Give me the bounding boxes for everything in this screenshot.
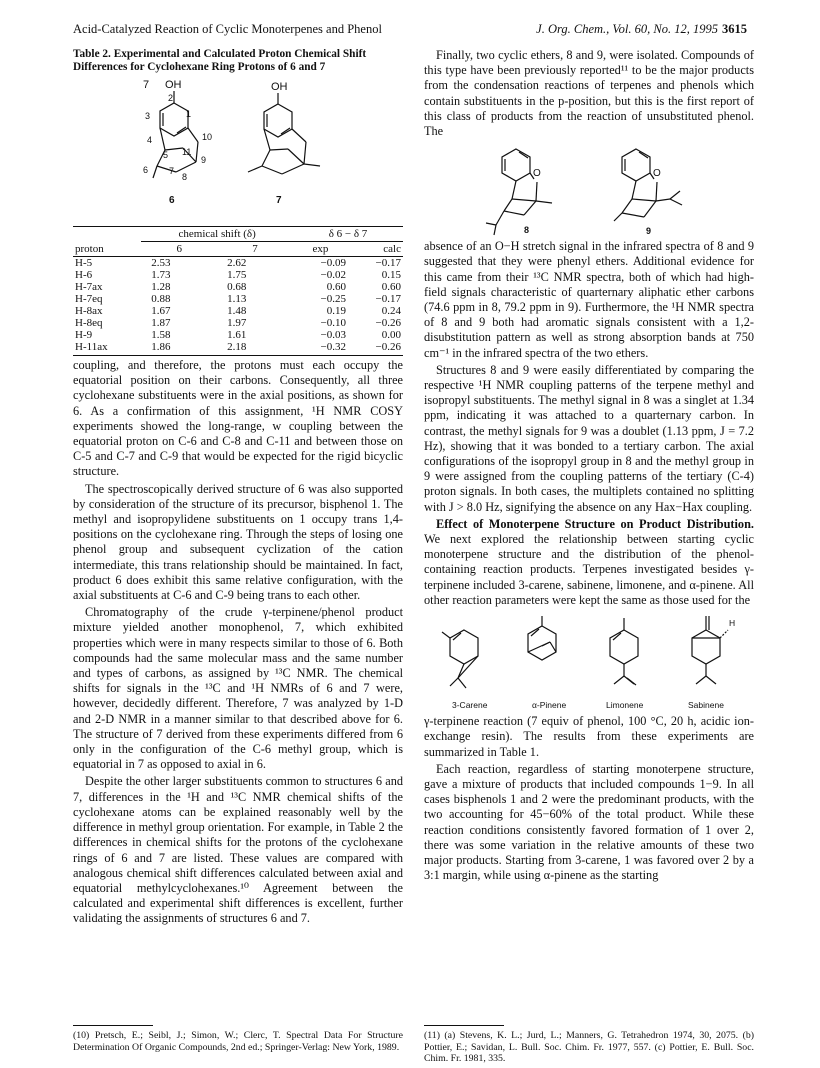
running-title: Acid-Catalyzed Reaction of Cyclic Monoterpenes and Phenol — [73, 22, 382, 36]
paragraph: Despite the other larger substituents common to structures 6 and 7, differences in the ¹H and ¹³C NMR chemical shifts of the cyclohexane atoms can be explained reasonably well by the difference in methyl group orientation. For example, in Table 2 the differences in chemical shifts for the protons of the cyclohexane rings of 6 and 7 are listed. These values are compared with analogous chemical shift differences calculated between axial and equatorial methylcyclohexanes.¹⁰ Agreement between the calculated and experimental shift differences is excellent, further validating the assignments of structures 6 and 7. — [73, 774, 403, 926]
value-cell: −0.10 — [320, 317, 346, 329]
pinene-bridge-b — [550, 642, 556, 652]
methyl-9 — [614, 213, 622, 221]
table-body — [73, 257, 403, 356]
structure-3-carene — [442, 630, 488, 710]
col-header-calc: calc — [348, 242, 403, 257]
proton-cell: H-11ax — [73, 341, 141, 356]
value-cell: 0.60 — [381, 281, 401, 293]
label-c10: 10 — [202, 132, 213, 142]
bond-8-e — [504, 211, 524, 215]
isopropyl-8-b — [494, 225, 496, 235]
value-cell: 2.53 — [151, 257, 171, 269]
label-c6: 6 — [143, 165, 149, 175]
value-cell: 2.18 — [217, 341, 293, 356]
table-row — [73, 305, 403, 317]
bond-9-b — [656, 182, 657, 201]
value-cell: 0.00 — [381, 329, 401, 341]
group-header-diff: δ 6 − δ 7 — [293, 227, 403, 242]
section-text: We next explored the relationship between starting cyclic monoterpene structure and the distribution of the phenol-containing reaction products. Terpenes investigated besides γ-terpinene included 3-carene, sabinene, limonene, and α-pinene. All other reaction parameters were kept the same as those used for the — [424, 532, 754, 607]
limonene-isopropenyl-double — [627, 678, 636, 685]
value-cell: 2.62 — [227, 257, 247, 269]
value-cell: −0.17 — [375, 257, 401, 269]
right-column — [424, 48, 754, 883]
label-c9: 9 — [201, 155, 207, 165]
sabinene-isopropyl-a — [696, 676, 706, 684]
compound-label-6: 6 — [169, 195, 175, 206]
table-row — [73, 257, 403, 270]
value-cell: −0.17 — [375, 293, 401, 305]
pinene-ring — [528, 626, 556, 660]
bond-7-c9-ext — [304, 164, 320, 166]
carene-ring — [450, 630, 478, 664]
bond-c10-c9 — [196, 142, 198, 162]
journal-citation — [536, 22, 747, 37]
label-oh-6: OH — [165, 79, 182, 91]
value-cell: 1.58 — [151, 329, 171, 341]
group-header-shift: chemical shift (δ) — [141, 227, 293, 242]
value-cell: 1.87 — [151, 317, 171, 329]
benzene-ring-8 — [502, 149, 530, 181]
value-cell: 1.48 — [227, 305, 247, 317]
left-body-text — [73, 358, 403, 927]
table-column-header — [73, 242, 403, 257]
carene-gem-methyl-a — [450, 678, 458, 686]
terpene-name: Limonene — [606, 700, 644, 711]
isopropyl-9-a — [670, 191, 680, 199]
label-c4: 4 — [147, 135, 153, 145]
benzene-ring-9 — [622, 149, 650, 181]
bond-9-d — [656, 199, 670, 201]
bond-8-f — [524, 201, 536, 215]
value-cell: −0.26 — [348, 341, 403, 356]
table-row — [73, 281, 403, 293]
structures-8-and-9 — [424, 141, 754, 237]
paragraph: The spectroscopically derived structure of 6 was also supported by consideration of the structure of its precursor, bisphenol 1. The methyl and isopropylidene substituents on 1 occupy trans 1,4-positions on the cyclohexane ring. Through the steps of losing one phenol group and subsequent cyclization of the cation intermediate, this trans relationship should be maintained. In fact, product 6 does exhibit this same relative configuration, with the axial substituents at C-6 and C-9 being trans to each other. — [73, 481, 403, 603]
structure-9 — [614, 149, 682, 236]
value-cell: 1.28 — [151, 281, 171, 293]
pinene-gem-methyl — [542, 642, 550, 646]
footnote-rule-left — [73, 1025, 153, 1026]
limonene-ring — [610, 630, 638, 664]
paragraph: Finally, two cyclic ethers, 8 and 9, were isolated. Compounds of this type have been previously reported¹¹ to be the major products from the condensation reactions of terpenes and phenols which contain substituents in the p-position, but this is the first report of this class of products from the reaction of unsubstituted phenol. The — [424, 48, 754, 139]
table-row — [73, 341, 403, 356]
value-cell: 1.86 — [141, 341, 217, 356]
sabinene-h-label: H — [729, 618, 736, 629]
col-header-exp: exp — [293, 242, 348, 257]
value-cell: 1.13 — [227, 293, 247, 305]
value-cell: −0.03 — [320, 329, 346, 341]
left-column — [73, 48, 403, 927]
bond-9-a — [632, 181, 636, 199]
carene-cyclopropane-a — [458, 664, 464, 678]
page-number: 3615 — [722, 22, 747, 36]
value-cell: 0.19 — [326, 305, 346, 317]
carene-gem-methyl-b — [458, 678, 466, 688]
table-row — [73, 329, 403, 341]
structure-8 — [486, 149, 552, 235]
structure-7 — [248, 81, 320, 206]
paragraph: absence of an O−H stretch signal in the infrared spectra of 8 and 9 suggested that they were phenyl ethers. Additional evidence for this came from their ¹³C NMR spectra, both of which had high-field signals characteristic of quarternary aliphatic ether carbons (74.6 ppm in 8, 79.2 ppm in 9). Furthermore, the ¹H NMR spectra of 8 and 9 both had aromatic signals consistent with a 1,2-disubstitution pattern as well as strong absorption bands at 750 cm⁻¹ in the infrared spectra of the two ethers. — [424, 239, 754, 360]
structure-limonene — [606, 618, 644, 710]
bond-8-a — [512, 181, 516, 199]
label-c3: 3 — [145, 111, 151, 121]
benzene-ring-6 — [160, 103, 188, 136]
footnote-rule-right — [424, 1025, 504, 1026]
col-header-6: 6 — [141, 242, 217, 257]
col-header-7: 7 — [217, 242, 293, 257]
structure-alpha-pinene — [528, 616, 566, 710]
sabinene-hydrogen-bond — [720, 630, 728, 638]
running-head — [73, 22, 747, 38]
bond-7-bridge — [292, 129, 306, 142]
value-cell: 0.60 — [326, 281, 346, 293]
value-cell: 0.24 — [381, 305, 401, 317]
terpene-name: α-Pinene — [532, 700, 567, 711]
journal-name: J. Org. Chem., Vol. 60, No. 12, 1995 — [536, 22, 718, 36]
footnote-10: (10) Pretsch, E.; Seibl, J.; Simon, W.; Clerc, T. Spectral Data For Structure Determination Of Organic Compounds, 2nd ed.; Springer-Verlag: New York, 1989. — [73, 1030, 403, 1053]
paragraph: Chromatography of the crude γ-terpinene/phenol product mixture yielded another monophenol, 7, which exhibited properties which were in many respects similar to those of 6. Both compounds had the same molecular mass and the same number and types of carbons, as assigned by ¹³C NMR. The chemical shifts for signals in the ¹³C and ¹H NMRs of 6 and 7 were, however, decidedly different. Therefore, 7 was analyzed by 1-D and 2-D NMR in a manner similar to that described above for 6. The structure of 7 derived from these experiments differed from 6 only in the configuration of the C-6 methyl group, which is equatorial in 7 as opposed to axial in 6. — [73, 605, 403, 772]
terpene-name: 3-Carene — [452, 700, 488, 711]
value-cell: 1.61 — [227, 329, 247, 341]
proton-cell: H-5 — [75, 257, 93, 269]
bond-9-c — [632, 199, 656, 201]
paragraph: coupling, and therefore, the protons must each occupy the equatorial position on their carbons. Consequently, all three cyclohexane substituents were in the axial positions, as shown for 6. As a confirmation of this assignment, ¹H NMR COSY experiments showed the long-range, w coupling between the equatorial proton on C-6 and C-8 and C-11 and between those on C-5 and C-7 and C-9 that would be expected for the rigid bicyclic structure. — [73, 358, 403, 479]
bond-7-c11 — [270, 149, 288, 150]
value-cell: 1.73 — [151, 269, 171, 281]
label-c8: 8 — [182, 172, 188, 182]
bond-7-c8-c9 — [282, 164, 304, 174]
value-cell: 0.88 — [151, 293, 171, 305]
bond-c4-c5 — [160, 128, 165, 150]
section-paragraph — [424, 517, 754, 608]
value-cell: 0.15 — [381, 269, 401, 281]
value-cell: −0.02 — [320, 269, 346, 281]
proton-cell: H-7eq — [75, 293, 103, 305]
bond-7-c8 — [262, 166, 282, 174]
isopropyl-8-a — [486, 223, 496, 225]
bond-9-g — [644, 201, 656, 217]
table-group-header — [73, 227, 403, 242]
table-2 — [73, 226, 403, 356]
label-c11: 11 — [182, 147, 192, 157]
bond-7-c9 — [304, 142, 306, 164]
structure-6 — [143, 79, 212, 206]
label-oh-7: OH — [271, 81, 288, 93]
terpene-name: Sabinene — [688, 700, 724, 711]
label-c2: 2 — [168, 93, 174, 103]
bond-7-c6 — [262, 150, 270, 166]
label-c7: 7 — [169, 166, 175, 176]
table-row — [73, 317, 403, 329]
bond-9-f — [622, 213, 644, 217]
label-c1: 1 — [186, 109, 192, 119]
structure-sabinene — [688, 616, 735, 710]
table-title: Table 2. Experimental and Calculated Proton Chemical Shift Differences for Cyclohexane Ring Protons of 6 and 7 — [73, 48, 367, 73]
carene-methyl — [442, 632, 450, 638]
bond-7-c11-c9 — [288, 149, 304, 164]
table-row — [73, 293, 403, 305]
label-c5: 5 — [163, 150, 169, 160]
paragraph: Structures 8 and 9 were easily differentiated by comparing the respective ¹H NMR coupling patterns of the terpene methyl and isopropyl substituents. The methyl signal in 8 was a singlet at 1.34 ppm, indicating it was attached to a quarternary carbon. In contrast, the methyl signals for 9 was a doublet (1.13 ppm, J = 7.2 Hz), showing that it was bonded to a tertiary carbon. The axial configurations of the isopropyl group in 8 and the methyl group in 9 were assigned from the coupling patterns of the tertiary (C-4) proton signals. In both cases, the multiplets contained no splitting with J > 8.0 Hz, signifying the absence on any Hax−Hax coupling. — [424, 362, 754, 514]
sabinene-ring — [692, 630, 720, 664]
footnote-11: (11) (a) Stevens, K. L.; Jurd, L.; Manners, G. Tetrahedron 1974, 30, 2075. (b) Pottier, E.; Savidan, L. Bull. Soc. Chim. Fr. 1977, 557. (c) Pottier, E. Bull. Soc. Chim. Fr. 1981, 335. — [424, 1030, 754, 1064]
bond-9-e — [622, 199, 632, 213]
paragraph: γ-terpinene reaction (7 equiv of phenol, 100 °C, 20 h, acidic ion-exchange resin). The results from these experiments are summarized in Table 1. — [424, 714, 754, 759]
paragraph: Each reaction, regardless of starting monoterpene structure, gave a mixture of products that included compounds 1−9. In all cases bisphenols 1 and 2 were the predominant products, with the two accounting for 45−60% of the total product. While these reaction conditions consistently favored formation of 1 over 2, there was some variation in the relative amounts of these two major products. Starting from 3-carene, 1 was favored over 2 by a 3:1 margin, while using α-pinene as the starting — [424, 761, 754, 883]
sabinene-isopropyl-b — [706, 676, 716, 684]
bond-c10 — [188, 128, 198, 142]
bond-8-d — [504, 199, 512, 211]
proton-cell: H-8ax — [75, 305, 103, 317]
carene-cyclopropane-b — [458, 656, 478, 678]
bond-8-b — [536, 182, 537, 201]
col-header-proton: proton — [73, 242, 141, 257]
terpene-structures — [424, 612, 754, 712]
isopropyl-8 — [496, 211, 504, 225]
value-cell: −0.32 — [293, 341, 348, 356]
value-cell: −0.09 — [320, 257, 346, 269]
proton-cell: H-7ax — [75, 281, 103, 293]
value-cell: 1.97 — [227, 317, 247, 329]
isopropyl-9-b — [670, 199, 682, 205]
compound-label-7: 7 — [276, 195, 282, 206]
oxygen-label-9: O — [653, 168, 661, 180]
bond-8-c — [512, 199, 536, 201]
proton-cell: H-9 — [75, 329, 93, 341]
table-row — [73, 269, 403, 281]
compound-label-9: 9 — [646, 226, 652, 237]
proton-cell: H-8eq — [75, 317, 103, 329]
value-cell: −0.26 — [375, 317, 401, 329]
value-cell: 0.68 — [227, 281, 247, 293]
value-cell: −0.25 — [320, 293, 346, 305]
structures-6-and-7 — [73, 76, 403, 226]
methyl-8 — [536, 201, 552, 203]
section-heading: Effect of Monoterpene Structure on Product Distribution. — [436, 516, 754, 531]
proton-cell: H-6 — [75, 269, 93, 281]
bond-c8-c9 — [176, 162, 196, 172]
bond-c5-c11 — [165, 148, 183, 150]
oxygen-label-8: O — [533, 168, 541, 180]
methyl-c6 — [153, 166, 157, 178]
benzene-ring-7 — [264, 104, 292, 137]
value-cell: 1.75 — [227, 269, 247, 281]
value-cell: 1.67 — [151, 305, 171, 317]
methyl-equatorial-7 — [248, 166, 262, 172]
label-c7-top: 7 — [143, 79, 150, 91]
limonene-isopropenyl-a — [614, 676, 624, 684]
compound-label-8: 8 — [524, 225, 530, 236]
